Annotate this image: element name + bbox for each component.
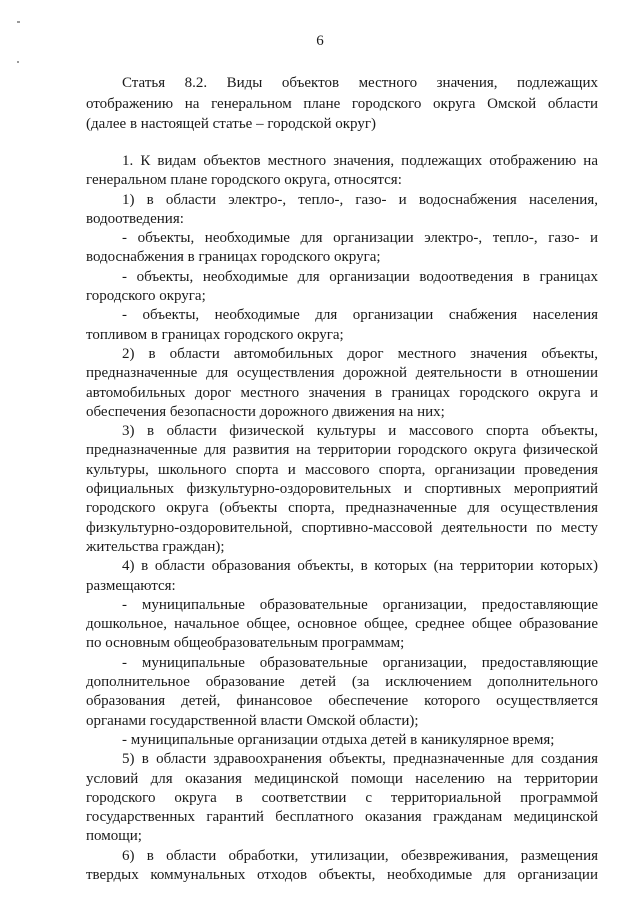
body-line: 3) в области физической культуры и массового спорта объекты, [122, 423, 598, 440]
body-line: - объекты, необходимые для организации электро-, тепло-, газо- и [122, 230, 598, 247]
body-line: городского округа; [86, 288, 206, 305]
body-line: - муниципальные организации отдыха детей в каникулярное время; [122, 731, 555, 748]
body-line: предназначенные для развития на территории городского округа физической [86, 442, 598, 459]
body-line: 1. К видам объектов местного значения, подлежащих отображению на [122, 153, 598, 169]
body-line: жительства граждан); [86, 538, 225, 555]
body-line: топливом в границах городского округа; [86, 326, 344, 343]
body-line: по основным общеобразовательным программам; [86, 635, 405, 652]
body-line: предназначенные для осуществления дорожной деятельности в отношении [86, 365, 598, 382]
body-line: 1) в области электро-, тепло-, газо- и водоснабжения населения, [122, 191, 598, 208]
body-line: 2) в области автомобильных дорог местного значения объекты, [122, 345, 598, 362]
body-line: водоснабжения в границах городского округа; [86, 249, 381, 266]
article-heading [86, 73, 598, 135]
body-line: условий для оказания медицинской помощи населению на территории [86, 770, 598, 787]
article-body [86, 152, 598, 885]
scan-artifact-mark [17, 21, 20, 23]
body-line: городского округа в соответствии с территориальной программой [86, 789, 598, 806]
heading-line: Статья 8.2. Виды объектов местного значения, подлежащих [122, 75, 598, 91]
heading-line: (далее в настоящей статье – городской округ) [86, 116, 376, 132]
body-line: водоотведения: [86, 210, 184, 227]
body-line: государственных гарантий бесплатного оказания гражданам медицинской [86, 809, 598, 826]
body-line: генеральном плане городского округа, относятся: [86, 172, 402, 189]
body-line: официальных физкультурно-оздоровительных и спортивных мероприятий [86, 481, 598, 498]
body-line: 5) в области здравоохранения объекты, предназначенные для создания [122, 751, 598, 768]
body-line: органами государственной власти Омской области); [86, 712, 419, 729]
body-line: дошкольное, начальное общее, основное общее, среднее общее образование [86, 616, 598, 633]
body-line: твердых коммунальных отходов объекты, необходимые для организации [86, 866, 598, 883]
body-line: помощи; [86, 828, 142, 845]
body-line: физкультурно-оздоровительной, спортивно-массовой деятельности по месту [86, 519, 598, 536]
heading-line: отображению на генеральном плане городского округа Омской области [86, 95, 598, 112]
body-line: обеспечения безопасности дорожного движения на них; [86, 403, 445, 420]
body-line: образования детей, финансовое обеспечение которого осуществляется [86, 693, 598, 710]
body-line: - муниципальные образовательные организации, предоставляющие [122, 654, 598, 671]
body-line: 4) в области образования объекты, в которых (на территории которых) [122, 558, 598, 575]
scan-artifact-mark [17, 61, 19, 63]
body-line: размещаются: [86, 577, 176, 594]
body-line: городского округа (объекты спорта, предназначенные для осуществления [86, 500, 598, 517]
page-number: 6 [316, 33, 324, 49]
body-line: автомобильных дорог местного значения в границах городского округа и [86, 384, 598, 401]
body-line: - объекты, необходимые для организации снабжения населения [122, 307, 598, 324]
body-line: 6) в области обработки, утилизации, обезвреживания, размещения [122, 847, 598, 864]
body-line: - муниципальные образовательные организации, предоставляющие [122, 596, 598, 613]
body-line: - объекты, необходимые для организации водоотведения в границах [122, 268, 598, 285]
body-line: дополнительное образование детей (за исключением дополнительного [86, 674, 598, 691]
body-line: культуры, школьного спорта и массового спорта, организации проведения [86, 461, 598, 478]
